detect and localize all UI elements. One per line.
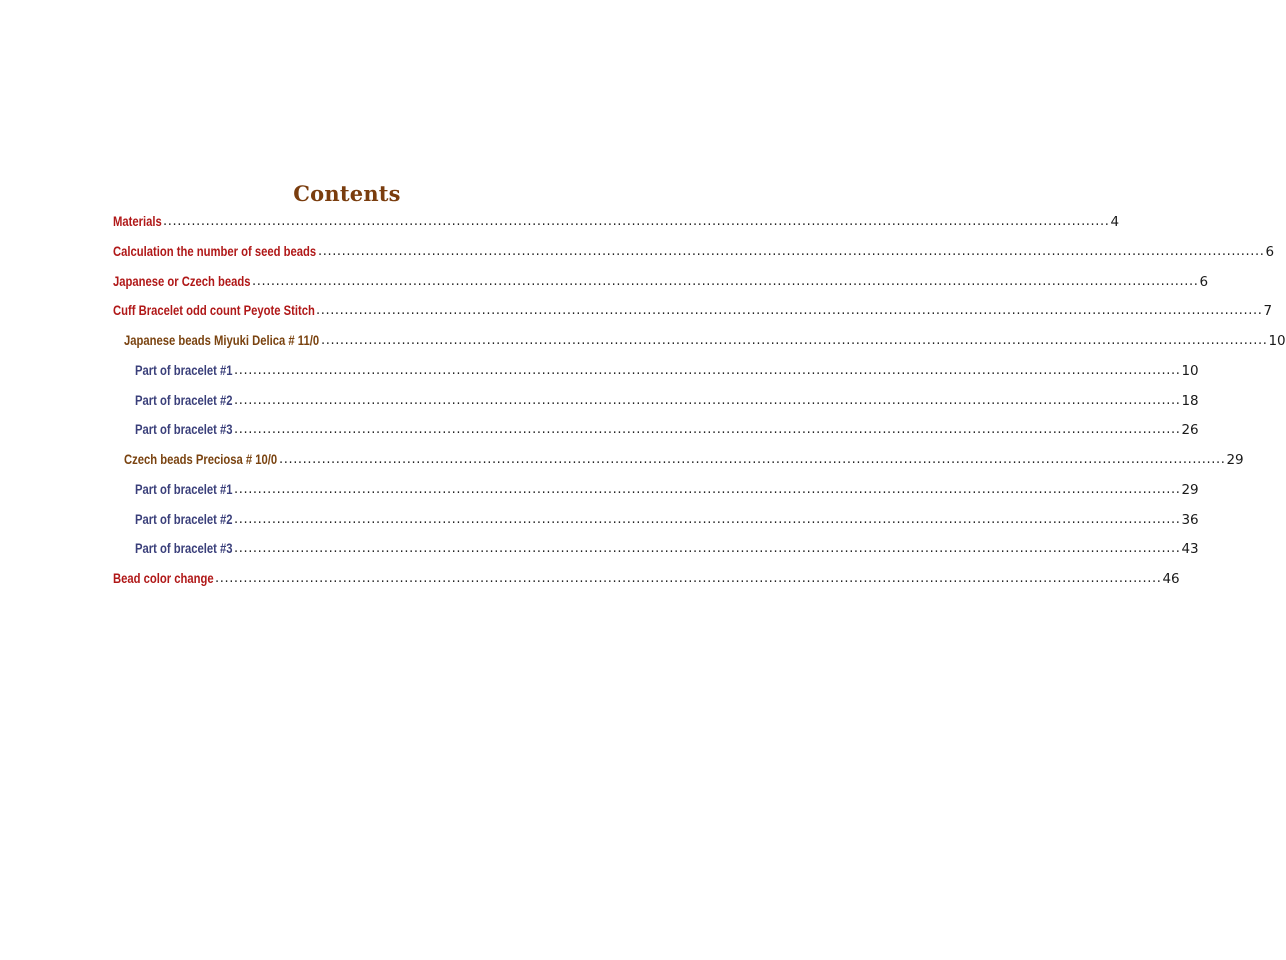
toc-page-number: 29	[1226, 452, 1244, 468]
toc-entry-label: Part of bracelet #2	[135, 511, 233, 527]
toc-entry[interactable]	[135, 388, 1199, 410]
toc-page-number: 10	[1268, 333, 1286, 349]
toc-entry-label-wrap	[135, 481, 233, 499]
toc-entry[interactable]	[135, 358, 1199, 380]
toc-entry-label-wrap	[135, 421, 233, 439]
toc-dot-leader: ........................................................................................................................................................................................................	[163, 214, 1110, 229]
toc-entry-label-wrap	[135, 511, 233, 529]
toc-dot-leader: ........................................................................................................................................................................................................	[321, 333, 1268, 348]
toc-entry-label: Part of bracelet #3	[135, 422, 233, 438]
toc-dot-leader: ........................................................................................................................................................................................................	[234, 362, 1181, 378]
toc-entry-label: Cuff Bracelet odd count Peyote Stitch	[113, 303, 315, 319]
toc-entry-label-wrap	[113, 570, 214, 588]
toc-dot-leader: ........................................................................................................................................................................................................	[234, 511, 1181, 527]
toc-entry-label-wrap	[113, 243, 317, 261]
toc-entry[interactable]	[135, 536, 1199, 558]
toc-entry-label-wrap	[135, 392, 233, 410]
toc-dot-leader: ........................................................................................................................................................................................................	[252, 273, 1199, 289]
toc-dot-leader: ........................................................................................................................................................................................................	[234, 481, 1181, 497]
toc-entry-label: Materials	[113, 214, 162, 229]
toc-entry[interactable]	[124, 328, 1286, 350]
toc-dot-leader: ........................................................................................................................................................................................................	[215, 571, 1162, 586]
toc-page-number: 4	[1110, 214, 1120, 230]
toc-page-number: 43	[1181, 541, 1199, 558]
toc-dot-leader: ........................................................................................................................................................................................................	[318, 243, 1265, 259]
toc-entry[interactable]	[113, 298, 1273, 320]
toc-entry[interactable]	[113, 239, 1275, 261]
toc-page-number: 36	[1181, 511, 1199, 528]
toc-entry[interactable]	[135, 507, 1199, 529]
toc-entry-label: Japanese beads Miyuki Delica # 11/0	[124, 333, 320, 348]
toc-dot-leader: ........................................................................................................................................................................................................	[316, 303, 1263, 319]
toc-page-number: 6	[1199, 273, 1209, 290]
toc-entry-label: Czech beads Preciosa # 10/0	[124, 452, 278, 467]
toc-dot-leader: ........................................................................................................................................................................................................	[234, 541, 1181, 557]
toc-page-number: 29	[1181, 481, 1199, 498]
toc-entry-label-wrap	[135, 540, 233, 558]
toc-page-number: 10	[1181, 362, 1199, 379]
toc-entry[interactable]	[113, 209, 1120, 231]
toc-entry-label-wrap	[113, 213, 162, 231]
toc-entry-label-wrap	[124, 332, 320, 350]
toc-page-number: 46	[1162, 571, 1180, 587]
toc-page-number: 6	[1265, 243, 1275, 260]
toc-dot-leader: ........................................................................................................................................................................................................	[234, 422, 1181, 438]
toc-dot-leader: ........................................................................................................................................................................................................	[279, 452, 1226, 467]
toc-entry[interactable]	[113, 566, 1180, 588]
toc-entry[interactable]	[135, 417, 1199, 439]
toc-dot-leader: ........................................................................................................................................................................................................	[234, 392, 1181, 408]
toc-page-number: 7	[1263, 303, 1273, 320]
toc-entry-label-wrap	[113, 302, 315, 320]
toc-entry[interactable]	[113, 269, 1209, 291]
toc-entry-label: Part of bracelet #3	[135, 541, 233, 557]
toc-entry-label-wrap	[113, 273, 251, 291]
toc-entry[interactable]	[135, 477, 1199, 499]
toc-entry-label: Part of bracelet #2	[135, 392, 233, 408]
toc-title: Contents	[293, 181, 401, 206]
toc-entry-label-wrap	[135, 362, 233, 380]
toc-entry-label: Part of bracelet #1	[135, 362, 233, 378]
toc-entry-label: Calculation the number of seed beads	[113, 243, 317, 259]
toc-entry-label: Part of bracelet #1	[135, 481, 233, 497]
toc-entry[interactable]	[124, 447, 1244, 469]
toc-page-number: 18	[1181, 392, 1199, 409]
toc-page-number: 26	[1181, 422, 1199, 439]
toc-entry-label-wrap	[124, 451, 278, 469]
toc-entry-label: Bead color change	[113, 571, 214, 586]
toc-entry-label: Japanese or Czech beads	[113, 273, 251, 289]
